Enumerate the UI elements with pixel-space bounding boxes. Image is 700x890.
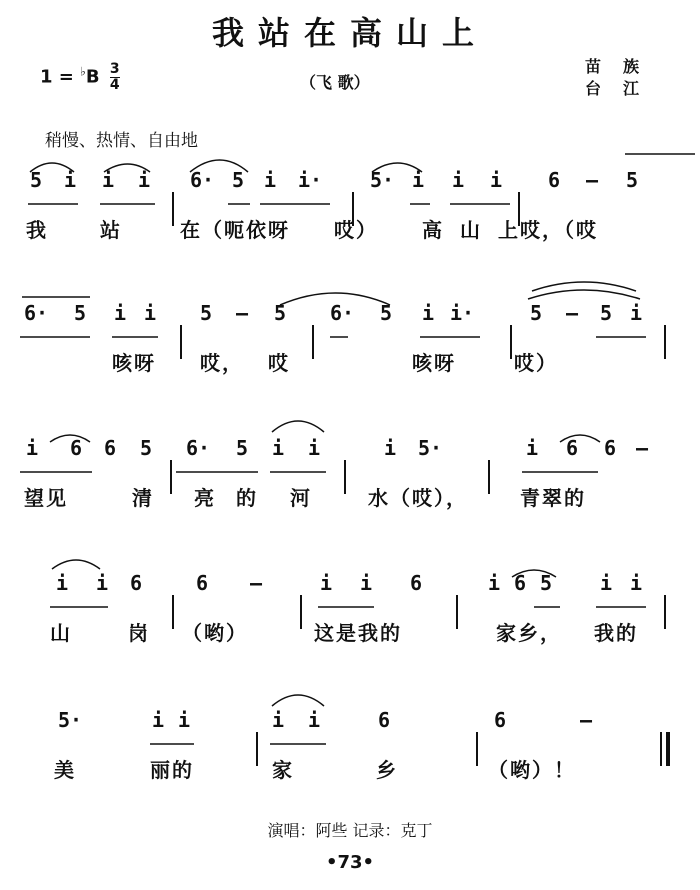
note: 6 <box>130 571 143 595</box>
lyric: 在（呃依呀 <box>180 218 290 242</box>
bar-line <box>476 732 478 766</box>
lyric: 我的 <box>594 621 638 645</box>
note: 5· <box>418 436 443 460</box>
lyric: 乡 <box>376 758 398 782</box>
note-row <box>0 301 700 341</box>
note: 6 <box>494 708 507 732</box>
note: 5 <box>30 168 43 192</box>
note: 6 <box>410 571 423 595</box>
note: i <box>272 436 285 460</box>
staff-system-4 <box>0 545 700 665</box>
note: — <box>566 301 579 325</box>
note: i <box>490 168 503 192</box>
bar-line <box>300 595 302 629</box>
lyric: 高 <box>422 218 444 242</box>
note: i <box>630 301 643 325</box>
bar-line <box>510 325 512 359</box>
lyric: 丽的 <box>150 758 194 782</box>
note: — <box>250 571 263 595</box>
lyric: 咳呀 <box>112 351 156 375</box>
note: — <box>586 168 599 192</box>
time-signature <box>110 62 120 93</box>
lyric: 岗 <box>128 621 150 645</box>
note: i <box>96 571 109 595</box>
note: i <box>452 168 465 192</box>
bar-line <box>664 595 666 629</box>
lyric: 的 <box>236 486 258 510</box>
note: — <box>580 708 593 732</box>
bar-line <box>456 595 458 629</box>
lyric: 上哎，（哎 <box>498 218 598 242</box>
lyric: （哟） <box>182 621 248 645</box>
lyric: 望见 <box>24 486 68 510</box>
time-bottom: 4 <box>109 77 120 93</box>
note: i <box>56 571 69 595</box>
lyric: 哎） <box>514 351 558 375</box>
note: 5· <box>370 168 395 192</box>
note: 6 <box>70 436 83 460</box>
note: i <box>264 168 277 192</box>
note: i· <box>450 301 475 325</box>
note: 6 <box>378 708 391 732</box>
bar-line <box>664 325 666 359</box>
note: i <box>152 708 165 732</box>
note: 6 <box>548 168 561 192</box>
lyric: 家乡， <box>496 621 562 645</box>
note: i <box>320 571 333 595</box>
note: 6· <box>24 301 49 325</box>
note: i· <box>298 168 323 192</box>
bar-line <box>488 460 490 494</box>
time-top: 3 <box>109 61 120 77</box>
bar-line <box>312 325 314 359</box>
note: i <box>272 708 285 732</box>
note: 5 <box>540 571 553 595</box>
note: 5· <box>58 708 83 732</box>
note: i <box>178 708 191 732</box>
note: 5 <box>232 168 245 192</box>
note: i <box>64 168 77 192</box>
note: 6 <box>104 436 117 460</box>
note: 5 <box>530 301 543 325</box>
lyric: 我 <box>26 218 48 242</box>
note: i <box>630 571 643 595</box>
note: i <box>360 571 373 595</box>
lyric: 河 <box>290 486 312 510</box>
lyric: 哎） <box>334 218 378 242</box>
lyric: 水（哎）， <box>368 486 468 510</box>
note: 5 <box>626 168 639 192</box>
note-row <box>0 571 700 611</box>
credits-line: 演唱：阿些 记录：克丁 <box>267 821 433 840</box>
note: 6 <box>196 571 209 595</box>
note: 5 <box>74 301 87 325</box>
flat-symbol: ♭ <box>80 64 86 79</box>
note: i <box>102 168 115 192</box>
note: i <box>114 301 127 325</box>
genre-label: （飞 歌） <box>300 73 370 92</box>
lyric: 山 <box>460 218 482 242</box>
lyric: 青翠的 <box>520 486 586 510</box>
key-note: B <box>85 66 100 88</box>
note: 6· <box>330 301 355 325</box>
bar-line <box>180 325 182 359</box>
lyric: 站 <box>100 218 122 242</box>
note: 5 <box>236 436 249 460</box>
lyric: 哎 <box>268 351 290 375</box>
final-bar-line <box>666 732 670 766</box>
lyric: 山 <box>50 621 72 645</box>
note: i <box>308 436 321 460</box>
bar-line <box>660 732 662 766</box>
note: 5 <box>600 301 613 325</box>
note: 6· <box>186 436 211 460</box>
bar-line <box>344 460 346 494</box>
note: i <box>526 436 539 460</box>
note: 5 <box>380 301 393 325</box>
origin-label <box>585 56 661 100</box>
note: i <box>138 168 151 192</box>
note: 6 <box>514 571 527 595</box>
lyric: （哟）！ <box>488 758 576 782</box>
note-row <box>0 436 700 476</box>
staff-system-2 <box>0 275 700 395</box>
bar-line <box>256 732 258 766</box>
note-row <box>0 168 700 208</box>
note: — <box>236 301 249 325</box>
bar-line <box>172 192 174 226</box>
note: 5 <box>274 301 287 325</box>
note: i <box>308 708 321 732</box>
staff-system-5 <box>0 682 700 802</box>
note: 6· <box>190 168 215 192</box>
bar-line <box>172 595 174 629</box>
lyric: 哎， <box>200 351 244 375</box>
note: i <box>384 436 397 460</box>
staff-system-1 <box>0 142 700 262</box>
note: i <box>488 571 501 595</box>
note: i <box>422 301 435 325</box>
tempo-marking: 稍慢、热情、自由地 <box>45 131 198 151</box>
page-number: •73• <box>325 852 375 873</box>
note: 6 <box>566 436 579 460</box>
origin-ethnicity: 苗族 <box>585 57 662 76</box>
lyric: 咳呀 <box>412 351 456 375</box>
song-title: 我站在高山上 <box>211 14 488 52</box>
lyric: 这是我的 <box>314 621 402 645</box>
bar-line <box>170 460 172 494</box>
lyric: 清 <box>132 486 154 510</box>
lyric: 亮 <box>194 486 216 510</box>
note: i <box>600 571 613 595</box>
origin-place: 台江 <box>585 79 662 98</box>
key-prefix: 1 = <box>40 66 74 88</box>
key-signature <box>40 62 120 93</box>
note: i <box>144 301 157 325</box>
note: — <box>636 436 649 460</box>
note: 6 <box>604 436 617 460</box>
lyric: 家 <box>272 758 294 782</box>
staff-system-3 <box>0 410 700 530</box>
note-row <box>0 708 700 748</box>
note: i <box>26 436 39 460</box>
note: i <box>412 168 425 192</box>
note: 5 <box>140 436 153 460</box>
lyric: 美 <box>54 758 76 782</box>
note: 5 <box>200 301 213 325</box>
